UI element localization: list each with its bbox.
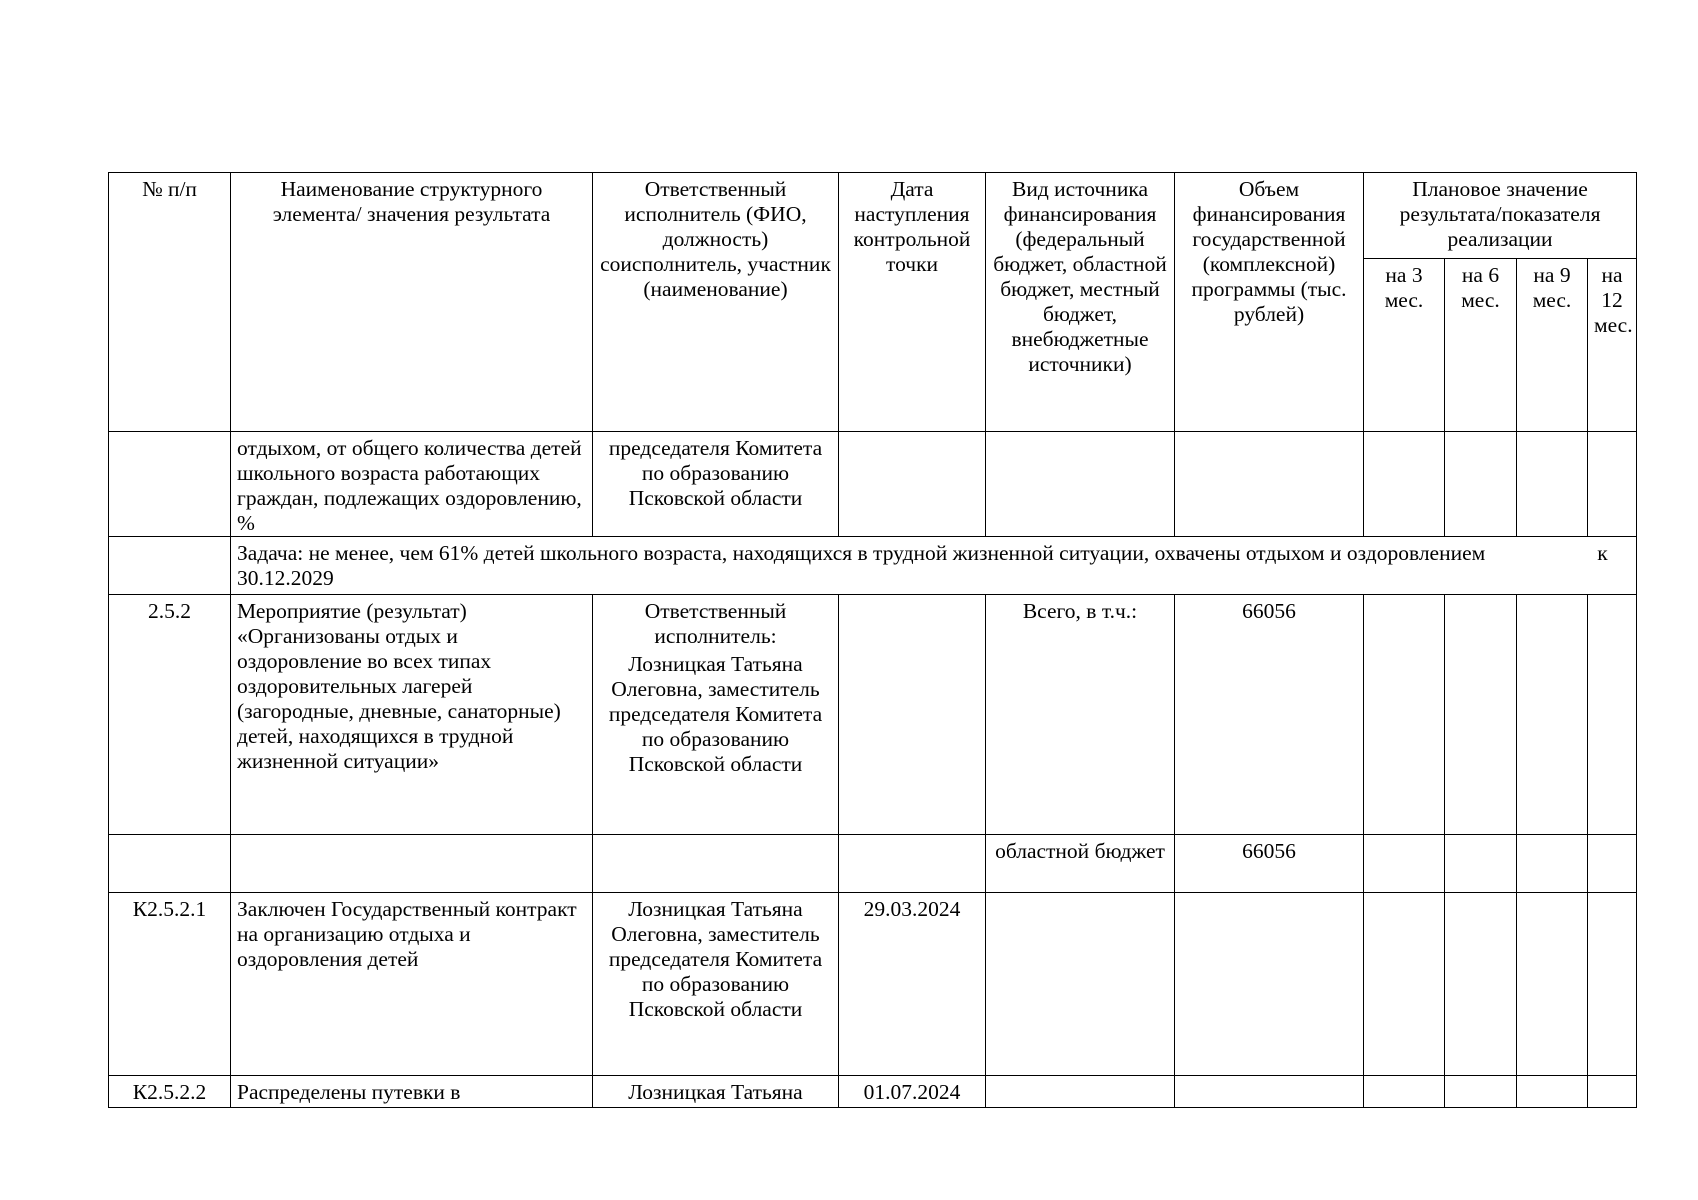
cell-responsible <box>593 595 839 835</box>
task-cell <box>231 537 1637 595</box>
cell-responsible: Лозницкая Татьяна <box>593 1076 839 1108</box>
cell-date <box>839 835 986 893</box>
task-deadline: к 30.12.2029 <box>237 541 1608 590</box>
cell-12-months <box>1588 1076 1637 1108</box>
cell-responsible: Лозницкая Татьяна Олеговна, заместитель председателя Комитета по образованию Псковской области <box>593 893 839 1076</box>
header-date: Дата наступления контрольной точки <box>839 173 986 432</box>
cell-number: К2.5.2.1 <box>109 893 231 1076</box>
header-3-months: на 3 мес. <box>1364 259 1445 432</box>
cell-number <box>109 432 231 537</box>
cell-date <box>839 432 986 537</box>
cell-volume <box>1175 432 1364 537</box>
cell-volume <box>1175 1076 1364 1108</box>
cell-12-months <box>1588 432 1637 537</box>
cell-6-months <box>1445 1076 1517 1108</box>
cell-volume <box>1175 893 1364 1076</box>
cell-responsible: председателя Комитета по образованию Псковской области <box>593 432 839 537</box>
cell-name: Мероприятие (результат) «Организованы отдых и оздоровление во всех типах оздоровительных лагерей (загородные, дневные, санаторные) детей, находящихся в трудной жизненной ситуации» <box>231 595 593 835</box>
cell-date: 01.07.2024 <box>839 1076 986 1108</box>
table-row <box>109 893 1637 1076</box>
cell-3-months <box>1364 432 1445 537</box>
task-text: Задача: не менее, чем 61% детей школьного возраста, находящихся в трудной жизненной ситуации, охвачены отдыхом и оздоровлением <box>237 541 1486 565</box>
cell-source: областной бюджет <box>986 835 1175 893</box>
cell-name: Распределены путевки в <box>231 1076 593 1108</box>
cell-date: 29.03.2024 <box>839 893 986 1076</box>
header-6-months: на 6 мес. <box>1445 259 1517 432</box>
cell-responsible <box>593 835 839 893</box>
cell-source <box>986 893 1175 1076</box>
cell-name: Заключен Государственный контракт на организацию отдыха и оздоровления детей <box>231 893 593 1076</box>
header-9-months: на 9 мес. <box>1517 259 1588 432</box>
responsible-person: Лозницкая Татьяна Олеговна, заместитель председателя Комитета по образованию Псковской области <box>608 652 823 776</box>
cell-6-months <box>1445 835 1517 893</box>
cell-6-months <box>1445 893 1517 1076</box>
cell-9-months <box>1517 835 1588 893</box>
responsible-label: Ответственный исполнитель: <box>644 599 787 648</box>
cell-source <box>986 432 1175 537</box>
table-row <box>109 432 1637 537</box>
header-source: Вид источника финансирования (федеральный бюджет, областной бюджет, местный бюджет, внебюджетные источники) <box>986 173 1175 432</box>
cell-number <box>109 537 231 595</box>
table-header-row <box>109 173 1637 259</box>
cell-name: отдыхом, от общего количества детей школьного возраста работающих граждан, подлежащих оздоровлению, % <box>231 432 593 537</box>
cell-number <box>109 835 231 893</box>
table-row <box>109 595 1637 835</box>
header-number: № п/п <box>109 173 231 432</box>
header-planned-value: Плановое значение результата/показателя реализации <box>1364 173 1637 259</box>
cell-3-months <box>1364 835 1445 893</box>
cell-12-months <box>1588 835 1637 893</box>
cell-3-months <box>1364 595 1445 835</box>
cell-source <box>986 1076 1175 1108</box>
cell-name <box>231 835 593 893</box>
cell-9-months <box>1517 595 1588 835</box>
cell-3-months <box>1364 1076 1445 1108</box>
cell-volume: 66056 <box>1175 595 1364 835</box>
header-12-months: на 12 мес. <box>1588 259 1637 432</box>
task-row <box>109 537 1637 595</box>
cell-number: 2.5.2 <box>109 595 231 835</box>
cell-12-months <box>1588 595 1637 835</box>
header-name: Наименование структурного элемента/ значения результата <box>231 173 593 432</box>
cell-number: К2.5.2.2 <box>109 1076 231 1108</box>
cell-6-months <box>1445 595 1517 835</box>
cell-12-months <box>1588 893 1637 1076</box>
table-row <box>109 1076 1637 1108</box>
table-row <box>109 835 1637 893</box>
cell-volume: 66056 <box>1175 835 1364 893</box>
header-responsible: Ответственный исполнитель (ФИО, должность) соисполнитель, участник (наименование) <box>593 173 839 432</box>
cell-9-months <box>1517 893 1588 1076</box>
cell-date <box>839 595 986 835</box>
cell-source: Всего, в т.ч.: <box>986 595 1175 835</box>
cell-9-months <box>1517 432 1588 537</box>
cell-3-months <box>1364 893 1445 1076</box>
cell-9-months <box>1517 1076 1588 1108</box>
cell-6-months <box>1445 432 1517 537</box>
header-volume: Объем финансирования государственной (комплексной) программы (тыс. рублей) <box>1175 173 1364 432</box>
plan-table <box>108 172 1637 1108</box>
